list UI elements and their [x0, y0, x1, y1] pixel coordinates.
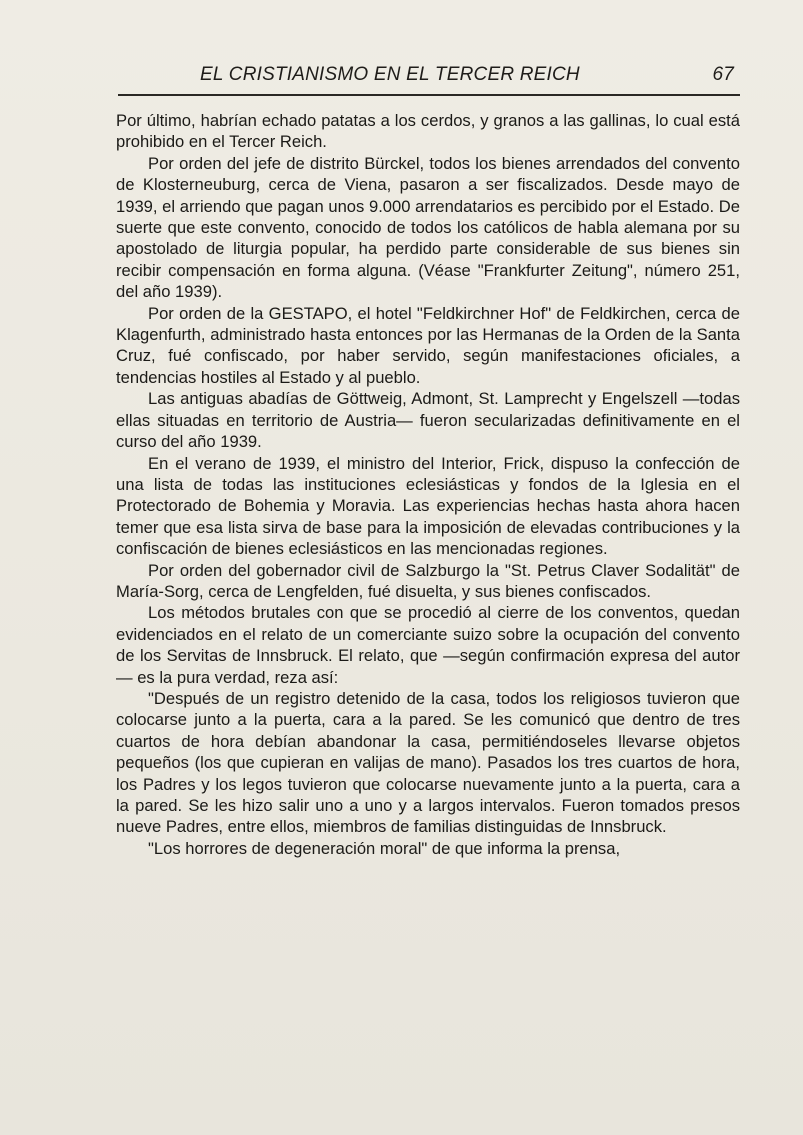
paragraph: Por orden del jefe de distrito Bürckel, todos los bienes arrendados del convento de Klosterneuburg, cerca de Viena, pasaron a ser fiscalizados. Desde mayo de 1939, el arriendo que pagan unos 9.000 arrendatarios es percibido por el Estado. De suerte que este convento, conocido de todos los católicos de habla alemana por su apostolado de liturgia popular, ha perdido parte considerable de sus bienes sin recibir compensación en forma alguna. (Véase "Frankfurter Zeitung", número 251, del año 1939).	[116, 153, 740, 302]
paragraph: Las antiguas abadías de Göttweig, Admont, St. Lamprecht y Engelszell —todas ellas situadas en territorio de Austria— fueron secularizadas definitivamente en el curso del año 1939.	[116, 389, 740, 452]
paragraph: "Después de un registro detenido de la casa, todos los religiosos tuvieron que colocarse junto a la puerta, cara a la pared. Se les comunicó que dentro de tres cuartos de hora debían abandonar la casa, permitiéndoseles llevarse objetos pequeños (los que cupieran en valijas de mano). Pasados los tres cuartos de hora, los Padres y los legos tuvieron que colocarse nuevamente junto a la puerta, cara a la pared. Se les hizo salir uno a uno y a largos intervalos. Fueron tomados presos nueve Padres, entre ellos, miembros de familias distinguidas de Innsbruck.	[116, 688, 740, 837]
page-number: 67	[712, 64, 734, 85]
body-text	[116, 110, 740, 859]
paragraph: Por orden del gobernador civil de Salzburgo la "St. Petrus Claver Sodalität" de María-Sorg, cerca de Lengfelden, fué disuelta, y sus bienes confiscados.	[116, 560, 740, 601]
paragraph: En el verano de 1939, el ministro del Interior, Frick, dispuso la confección de una lista de todas las instituciones eclesiásticas y fondos de la Iglesia en el Protectorado de Bohemia y Moravia. Las experiencias hechas hasta ahora hacen temer que esa lista sirva de base para la imposición de elevadas contribuciones y la confiscación de bienes eclesiásticos en las mencionadas regiones.	[116, 453, 740, 559]
paragraph: Los métodos brutales con que se procedió al cierre de los conventos, quedan evidenciados en el relato de un comerciante suizo sobre la ocupación del convento de los Servitas de Innsbruck. El relato, que —según confirmación expresa del autor— es la pura verdad, reza así:	[116, 603, 740, 687]
paragraph: "Los horrores de degeneración moral" de que informa la prensa,	[148, 838, 621, 858]
paragraph: Por orden de la GESTAPO, el hotel "Feldkirchner Hof" de Feldkirchen, cerca de Klagenfurth, administrado hasta entonces por las Hermanas de la Orden de la Santa Cruz, fué confiscado, por haber servido, según manifestaciones oficiales, a tendencias hostiles al Estado y al pueblo.	[116, 303, 740, 387]
paragraph: Por último, habrían echado patatas a los cerdos, y granos a las gallinas, lo cual está prohibido en el Tercer Reich.	[116, 111, 740, 152]
header-title: EL CRISTIANISMO EN EL TERCER REICH	[200, 64, 580, 85]
header-rule	[118, 94, 740, 96]
running-header	[120, 60, 740, 96]
